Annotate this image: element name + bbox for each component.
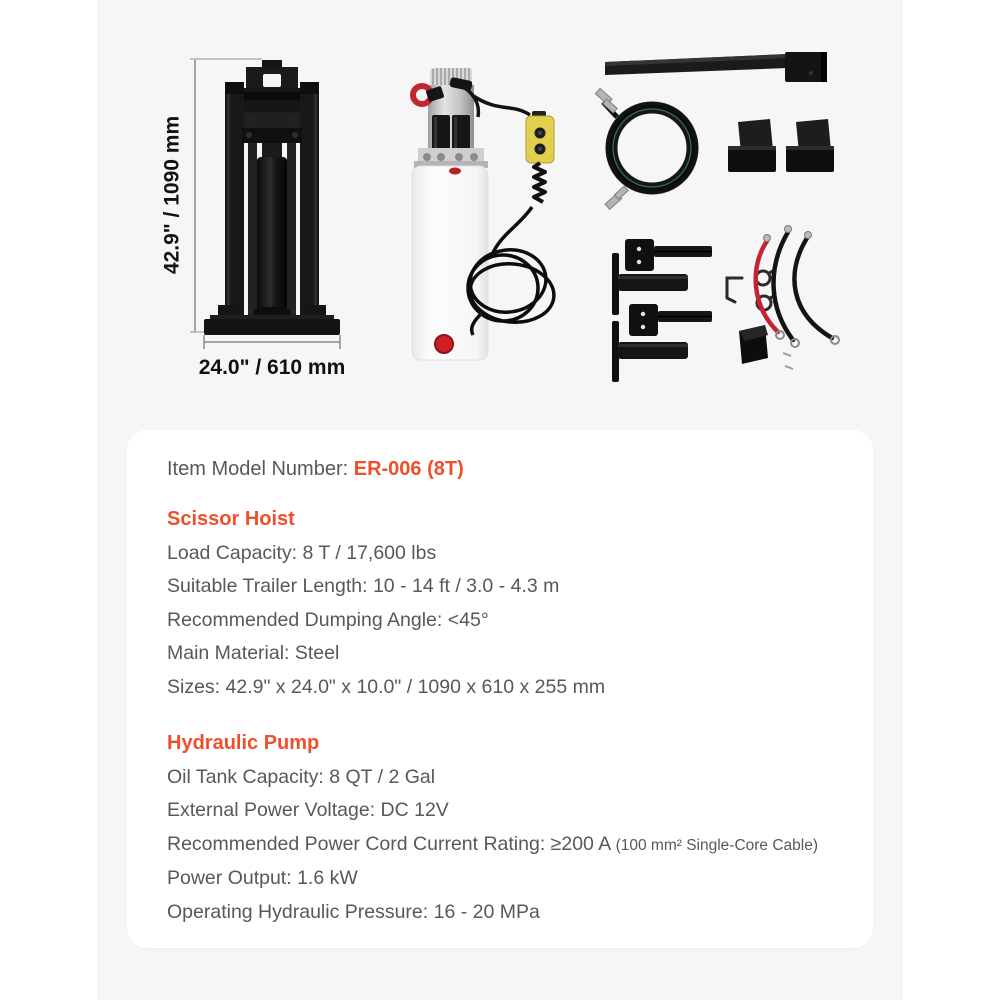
hydraulic-pump-photo [400,55,580,365]
spec-item [167,637,833,670]
pump-manifold [414,148,488,168]
section-heading: Hydraulic Pump [167,732,320,755]
model-line [167,457,833,481]
hydraulic-hose [595,88,696,209]
spec-text: Recommended Dumping Angle: <45° [167,608,489,631]
gray-panel [97,0,903,1000]
mounting-bracket-1 [728,119,776,172]
spec-item [167,794,833,827]
spec-text: Main Material: Steel [167,642,340,665]
hydraulic-cylinder [257,157,287,312]
spec-sections [167,507,833,929]
lock-pin [727,278,742,302]
spec-text: Load Capacity: 8 T / 17,600 lbs [167,542,437,564]
spec-item [167,828,833,862]
screws [783,353,793,369]
spec-text: Sizes: 42.9" x 24.0" x 10.0" / 1090 x 610 x 255 mm [167,675,606,698]
spec-item [167,761,833,794]
tank-drain-button [435,335,453,353]
spec-item [167,862,833,895]
spec-list [167,761,833,929]
hoist-height-label: 42.9" / 1090 mm [160,115,184,275]
spec-item [167,671,833,704]
spec-text: External Power Voltage: DC 12V [167,799,449,822]
accessories-photo [595,40,885,395]
scissor-hoist-photo [150,45,360,380]
hoist-base [204,319,340,335]
model-value: ER-006 (8T) [353,458,464,480]
spec-text: Suitable Trailer Length: 10 - 14 ft / 3.0 - 4.3 m [167,575,560,598]
hoist-frame [204,60,340,335]
spec-text: Oil Tank Capacity: 8 QT / 2 Gal [167,766,436,789]
mounting-bar [605,52,827,82]
coiled-cord [534,163,545,202]
hoist-width-label: 24.0" / 610 mm [198,356,346,379]
spec-section [167,507,833,704]
spec-card [127,430,873,948]
hinge-pin-1 [625,239,712,271]
spec-text: Operating Hydraulic Pressure: 16 - 20 MPa [167,900,540,923]
model-label: Item Model Number: [167,458,349,480]
spec-item [167,896,833,929]
mounting-bracket-2 [786,119,834,172]
spec-item [167,537,833,570]
rubber-boot [739,325,768,364]
scissor-hoist-figure [150,45,360,380]
hinge-pin-2 [629,304,712,336]
spec-section [167,731,833,929]
spec-note: (100 mm² Single-Core Cable) [611,836,819,854]
battery-cables [756,226,839,348]
spec-item [167,570,833,603]
accessories-figure [595,40,885,395]
spec-text: Power Output: 1.6 kW [167,867,358,890]
hydraulic-pump-figure [400,55,580,365]
spec-list [167,537,833,704]
spec-item [167,604,833,637]
spec-text: Recommended Power Cord Current Rating: ≥200 A [167,832,612,855]
section-heading: Scissor Hoist [167,508,295,530]
